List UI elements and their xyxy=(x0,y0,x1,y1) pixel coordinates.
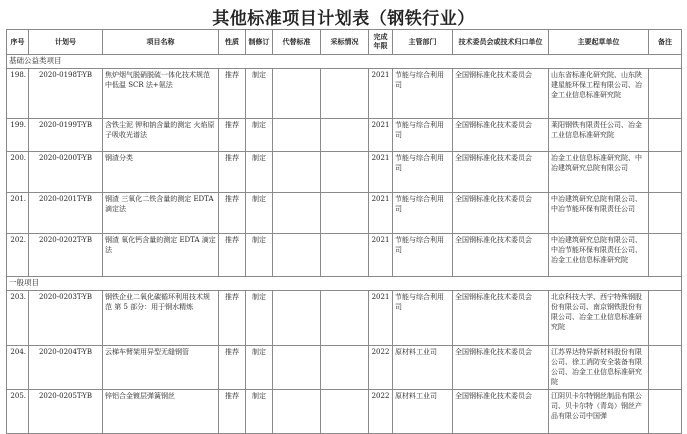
cell-nature: 推荐 xyxy=(219,390,246,434)
cell-replaced xyxy=(273,234,321,277)
cell-plan-no: 2020-0205T-YB xyxy=(29,390,103,434)
header-drafters: 主要起草单位 xyxy=(549,30,649,55)
cell-replaced xyxy=(273,69,321,119)
cell-committee: 全国钢标准化技术委员会 xyxy=(453,69,549,119)
cell-seq: 200. xyxy=(7,152,29,193)
cell-committee: 全国钢标准化技术委员会 xyxy=(453,390,549,434)
cell-drafters: 江苏界达特异新材料股份有限公司、徐工消防安全装备有限公司、冶金工业信息标准研究院 xyxy=(549,346,649,390)
table-row xyxy=(7,291,682,346)
cell-committee: 全国钢标准化技术委员会 xyxy=(453,291,549,346)
table-row xyxy=(7,152,682,193)
cell-adopted xyxy=(321,69,369,119)
cell-nature: 推荐 xyxy=(219,69,246,119)
header-plan-no: 计划号 xyxy=(29,30,103,55)
cell-seq: 203. xyxy=(7,291,29,346)
cell-name: 钢渣 氧化钙含量的测定 EDTA 滴定法 xyxy=(103,234,219,277)
header-adopted: 采标情况 xyxy=(321,30,369,55)
section-row-basic xyxy=(7,55,682,69)
cell-adopted xyxy=(321,234,369,277)
cell-dept: 节能与综合利用司 xyxy=(393,193,453,234)
cell-committee: 全国钢标准化技术委员会 xyxy=(453,119,549,152)
header-replaced: 代替标准 xyxy=(273,30,321,55)
header-nature: 性质 xyxy=(219,30,246,55)
cell-name: 焦炉烟气脱硝脱硫一体化技术规范 中低温 SCR 法+氨法 xyxy=(103,69,219,119)
cell-name: 含铁尘泥 钾和钠含量的测定 火焰原子吸收光谱法 xyxy=(103,119,219,152)
header-seq: 序号 xyxy=(7,30,29,55)
cell-year: 2021 xyxy=(369,234,393,277)
cell-drafters: 莱阳钢铁有限责任公司、冶金工业信息标准研究院 xyxy=(549,119,649,152)
cell-dept: 原材料工业司 xyxy=(393,346,453,390)
section-label: 基础公益类项目 xyxy=(7,55,682,69)
standards-plan-table xyxy=(6,29,682,434)
cell-committee: 全国钢标准化技术委员会 xyxy=(453,346,549,390)
cell-adopted xyxy=(321,193,369,234)
cell-revision: 制定 xyxy=(246,193,273,234)
cell-nature: 推荐 xyxy=(219,152,246,193)
cell-nature: 推荐 xyxy=(219,234,246,277)
cell-adopted xyxy=(321,390,369,434)
cell-plan-no: 2020-0204T-YB xyxy=(29,346,103,390)
cell-seq: 199. xyxy=(7,119,29,152)
cell-committee: 全国钢标准化技术委员会 xyxy=(453,234,549,277)
cell-seq: 204. xyxy=(7,346,29,390)
cell-dept: 节能与综合利用司 xyxy=(393,152,453,193)
table-row xyxy=(7,69,682,119)
header-dept: 主管部门 xyxy=(393,30,453,55)
cell-revision: 制定 xyxy=(246,152,273,193)
cell-nature: 推荐 xyxy=(219,193,246,234)
cell-year: 2022 xyxy=(369,346,393,390)
cell-dept: 节能与综合利用司 xyxy=(393,69,453,119)
cell-revision: 制定 xyxy=(246,390,273,434)
cell-seq: 205. xyxy=(7,390,29,434)
cell-remarks xyxy=(649,193,682,234)
cell-name: 钢渣分类 xyxy=(103,152,219,193)
cell-revision: 制定 xyxy=(246,69,273,119)
cell-year: 2021 xyxy=(369,291,393,346)
cell-adopted xyxy=(321,291,369,346)
cell-plan-no: 2020-0199T-YB xyxy=(29,119,103,152)
table-row xyxy=(7,119,682,152)
header-committee: 技术委员会或技术归口单位 xyxy=(453,30,549,55)
cell-seq: 201. xyxy=(7,193,29,234)
page-title: 其他标准项目计划表（钢铁行业） xyxy=(212,9,475,29)
cell-drafters: 中冶建筑研究总院有限公司、中冶节能环保有限责任公司 xyxy=(549,193,649,234)
cell-year: 2021 xyxy=(369,193,393,234)
cell-plan-no: 2020-0202T-YB xyxy=(29,234,103,277)
section-row-general xyxy=(7,277,682,291)
cell-revision: 制定 xyxy=(246,234,273,277)
cell-name: 云梯车臂架用异型无缝钢管 xyxy=(103,346,219,390)
cell-drafters: 江阴贝卡尔特钢丝制品有限公司、贝卡尔特（青岛）钢丝产品有限公司中国弹 xyxy=(549,390,649,434)
cell-plan-no: 2020-0198T-YB xyxy=(29,69,103,119)
cell-name: 钢渣 三氧化二铁含量的测定 EDTA 滴定法 xyxy=(103,193,219,234)
cell-replaced xyxy=(273,119,321,152)
cell-name: 锌铝合金镀层弹簧钢丝 xyxy=(103,390,219,434)
table-header-row xyxy=(7,30,682,55)
cell-dept: 节能与综合利用司 xyxy=(393,234,453,277)
header-revision: 制修订 xyxy=(246,30,273,55)
cell-dept: 节能与综合利用司 xyxy=(393,119,453,152)
cell-replaced xyxy=(273,152,321,193)
cell-revision: 制定 xyxy=(246,119,273,152)
cell-dept: 节能与综合利用司 xyxy=(393,291,453,346)
table-row xyxy=(7,234,682,277)
header-year: 完成年限 xyxy=(369,30,393,55)
cell-name: 钢铁企业二氧化碳循环利用技术规范 第 5 部分：用于钢水精炼 xyxy=(103,291,219,346)
cell-remarks xyxy=(649,234,682,277)
cell-adopted xyxy=(321,346,369,390)
cell-seq: 202. xyxy=(7,234,29,277)
cell-remarks xyxy=(649,69,682,119)
cell-drafters: 北京科技大学、西宁特殊钢股份有限公司、南京钢铁股份有限公司、冶金工业信息标准研究院 xyxy=(549,291,649,346)
cell-revision: 制定 xyxy=(246,346,273,390)
header-remarks: 备注 xyxy=(649,30,682,55)
cell-adopted xyxy=(321,119,369,152)
cell-year: 2022 xyxy=(369,390,393,434)
cell-nature: 推荐 xyxy=(219,291,246,346)
cell-dept: 原材料工业司 xyxy=(393,390,453,434)
cell-remarks xyxy=(649,119,682,152)
cell-committee: 全国钢标准化技术委员会 xyxy=(453,193,549,234)
cell-year: 2021 xyxy=(369,69,393,119)
cell-plan-no: 2020-0200T-YB xyxy=(29,152,103,193)
header-name: 项目名称 xyxy=(103,30,219,55)
cell-replaced xyxy=(273,390,321,434)
cell-drafters: 山东省标准化研究院、山东陕建星能环保工程有限公司、冶金工业信息标准研究院 xyxy=(549,69,649,119)
cell-drafters: 中冶建筑研究总院有限公司、中冶节能环保有限责任公司、冶金工业信息标准研究院 xyxy=(549,234,649,277)
cell-remarks xyxy=(649,390,682,434)
cell-adopted xyxy=(321,152,369,193)
cell-remarks xyxy=(649,291,682,346)
cell-committee: 全国钢标准化技术委员会 xyxy=(453,152,549,193)
table-row xyxy=(7,390,682,434)
cell-replaced xyxy=(273,291,321,346)
cell-replaced xyxy=(273,346,321,390)
cell-nature: 推荐 xyxy=(219,346,246,390)
cell-remarks xyxy=(649,346,682,390)
cell-year: 2021 xyxy=(369,119,393,152)
cell-seq: 198. xyxy=(7,69,29,119)
cell-drafters: 冶金工业信息标准研究院、中冶建筑研究总院有限公司 xyxy=(549,152,649,193)
cell-plan-no: 2020-0203T-YB xyxy=(29,291,103,346)
cell-year: 2021 xyxy=(369,152,393,193)
cell-replaced xyxy=(273,193,321,234)
cell-nature: 推荐 xyxy=(219,119,246,152)
cell-plan-no: 2020-0201T-YB xyxy=(29,193,103,234)
table-row xyxy=(7,193,682,234)
cell-remarks xyxy=(649,152,682,193)
cell-revision: 制定 xyxy=(246,291,273,346)
section-label: 一般项目 xyxy=(7,277,682,291)
table-row xyxy=(7,346,682,390)
